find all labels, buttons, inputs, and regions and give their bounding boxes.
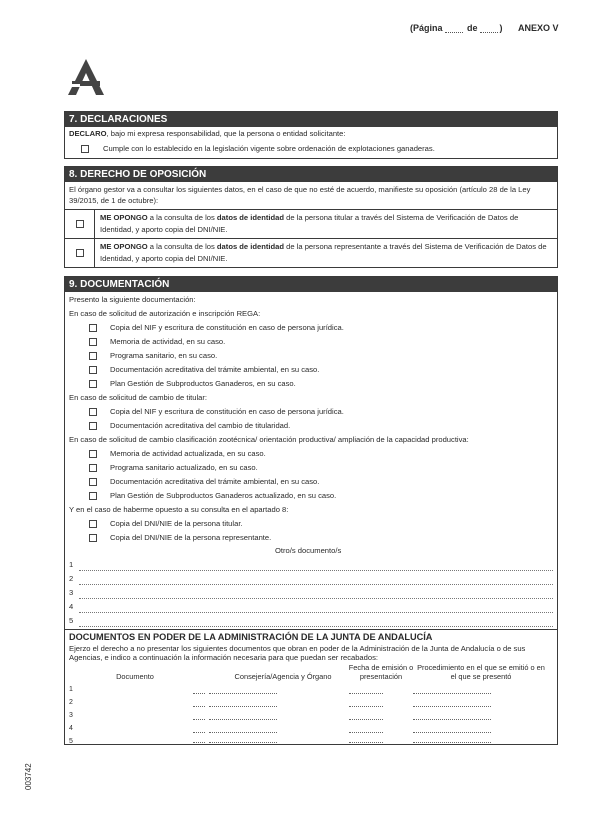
- checkbox-g2-1[interactable]: [89, 422, 97, 430]
- admin-row-number: 4: [69, 725, 73, 732]
- total-pages-field[interactable]: [480, 23, 498, 33]
- doc-intro: Presento la siguiente documentación:: [69, 295, 196, 304]
- section-documentacion: [64, 276, 558, 745]
- col-consejeria: Consejería/Agencia y Órgano: [234, 672, 332, 681]
- col-procedimiento: Procedimiento en el que se emitió o en el que se presentó: [417, 663, 545, 681]
- other-doc-number: 4: [69, 602, 74, 611]
- checkbox-g3-2[interactable]: [89, 478, 97, 486]
- oppose-titular-t1: a la consulta de los: [147, 213, 217, 222]
- oppose-rep-t1: a la consulta de los: [147, 242, 217, 251]
- section8-title: 8. DERECHO DE OPOSICIÓN: [65, 167, 557, 182]
- group1-heading: En caso de solicitud de autorización e inscripción REGA:: [69, 309, 261, 318]
- admin-cell-consejeria[interactable]: [209, 693, 277, 694]
- g1-item: Programa sanitario, en su caso.: [110, 351, 218, 360]
- oppose-titular-row: [65, 209, 557, 238]
- oposicion-intro: El órgano gestor va a consultar los siguientes datos, en el caso de que no esté de acuerdo, manifieste su oposición (artículo 28 de la Ley 39/2015, de 1 de octubre):: [69, 185, 531, 205]
- admin-cell-procedimiento[interactable]: [413, 693, 491, 694]
- otros-documentos-label: Otro/s documento/s: [275, 546, 342, 555]
- admin-docs-title: DOCUMENTOS EN PODER DE LA ADMINISTRACIÓN DE LA JUNTA DE ANDALUCÍA: [69, 632, 433, 642]
- admin-cell-fecha[interactable]: [349, 719, 383, 720]
- group2-heading: En caso de solicitud de cambio de titular:: [69, 393, 208, 402]
- section9-title: 9. DOCUMENTACIÓN: [65, 277, 557, 292]
- g1-item: Memoria de actividad, en su caso.: [110, 337, 226, 346]
- g2-item: Copia del NIF y escritura de constitución en caso de persona jurídica.: [110, 407, 344, 416]
- admin-row-number: 3: [69, 712, 73, 719]
- checkbox-cumple[interactable]: [81, 145, 89, 153]
- admin-row-number: 5: [69, 738, 73, 745]
- oppose-titular-text: [100, 212, 553, 236]
- g1-item: Documentación acreditativa del trámite ambiental, en su caso.: [110, 365, 320, 374]
- col-fecha: Fecha de emisión o presentación: [348, 663, 414, 681]
- oppose-titular-bold1: ME OPONGO: [100, 213, 148, 222]
- other-doc-number: 5: [69, 616, 74, 625]
- admin-cell-procedimiento[interactable]: [413, 719, 491, 720]
- checkbox-oppose-titular[interactable]: [76, 220, 84, 228]
- admin-cell-consejeria[interactable]: [209, 732, 277, 733]
- g1-item: Copia del NIF y escritura de constitución en caso de persona jurídica.: [110, 323, 344, 332]
- checkbox-g1-1[interactable]: [89, 338, 97, 346]
- admin-cell-fecha[interactable]: [349, 732, 383, 733]
- admin-docs-block: [65, 629, 557, 745]
- group4-heading: Y en el caso de haberme opuesto a su consulta en el apartado 8:: [69, 505, 289, 514]
- other-doc-number: 2: [69, 574, 74, 583]
- g4-item: Copia del DNI/NIE de la persona representante.: [110, 533, 272, 542]
- other-doc-number: 1: [69, 560, 74, 569]
- section7-title: 7. DECLARACIONES: [65, 112, 557, 127]
- declaro-text: , bajo mi expresa responsabilidad, que la persona o entidad solicitante:: [106, 129, 346, 138]
- oppose-titular-cb-cell: [65, 210, 95, 238]
- g3-item: Plan Gestión de Subproductos Ganaderos actualizado, en su caso.: [110, 491, 337, 500]
- oppose-representante-row: [65, 238, 557, 268]
- de-label: de: [467, 23, 478, 33]
- checkbox-oppose-representante[interactable]: [76, 249, 84, 257]
- checkbox-g3-1[interactable]: [89, 464, 97, 472]
- g1-item: Plan Gestión de Subproductos Ganaderos, en su caso.: [110, 379, 296, 388]
- section-derecho-oposicion: [64, 166, 558, 268]
- admin-cell-documento[interactable]: [193, 742, 205, 743]
- checkbox-g3-3[interactable]: [89, 492, 97, 500]
- close-paren: ): [499, 23, 503, 33]
- admin-row-number: 1: [69, 686, 73, 693]
- admin-cell-procedimiento[interactable]: [413, 732, 491, 733]
- other-doc-line-5[interactable]: [79, 626, 553, 627]
- admin-docs-intro: Ejerzo el derecho a no presentar los siguientes documentos que obran en poder de la Administración de la Junta de Andalucía o de sus Agencias, e indico a continuación la información necesaria para que puedan ser recabados:: [69, 644, 526, 662]
- oppose-rep-bold2: datos de identidad: [216, 242, 285, 251]
- admin-cell-fecha[interactable]: [349, 693, 383, 694]
- oppose-rep-t2: de la persona representante a través del Sistema de Verificación de Datos de Identidad, y aporto copia del DNI/NIE.: [100, 242, 547, 263]
- admin-cell-procedimiento[interactable]: [413, 742, 491, 743]
- admin-cell-consejeria[interactable]: [209, 742, 277, 743]
- admin-cell-procedimiento[interactable]: [413, 706, 491, 707]
- checkbox-g3-0[interactable]: [89, 450, 97, 458]
- cumple-label: Cumple con lo establecido en la legislación vigente sobre ordenación de explotaciones ganaderas.: [103, 144, 435, 153]
- admin-cell-documento[interactable]: [193, 693, 205, 694]
- checkbox-g1-4[interactable]: [89, 380, 97, 388]
- oppose-titular-bold2: datos de identidad: [216, 213, 285, 222]
- oppose-titular-t2: de la persona titular a través del Sistema de Verificación de Datos de Identidad, y aporto copia del DNI/NIE.: [100, 213, 519, 234]
- checkbox-g4-1[interactable]: [89, 534, 97, 542]
- form-code: 003742: [24, 763, 33, 790]
- checkbox-g1-3[interactable]: [89, 366, 97, 374]
- group3-heading: En caso de solicitud de cambio clasificación zootécnica/ orientación productiva/ ampliación de la capacidad productiva:: [69, 435, 469, 444]
- page-number-field[interactable]: [445, 23, 463, 33]
- g3-item: Memoria de actividad actualizada, en su caso.: [110, 449, 266, 458]
- g4-item: Copia del DNI/NIE de la persona titular.: [110, 519, 243, 528]
- oppose-representante-text: [100, 241, 553, 265]
- admin-cell-fecha[interactable]: [349, 706, 383, 707]
- checkbox-g4-0[interactable]: [89, 520, 97, 528]
- page-counter: [410, 23, 503, 33]
- junta-andalucia-logo: [64, 57, 108, 97]
- admin-cell-consejeria[interactable]: [209, 719, 277, 720]
- g3-item: Programa sanitario actualizado, en su caso.: [110, 463, 258, 472]
- admin-cell-fecha[interactable]: [349, 742, 383, 743]
- admin-cell-documento[interactable]: [193, 719, 205, 720]
- other-doc-number: 3: [69, 588, 74, 597]
- pagina-label: (Página: [410, 23, 443, 33]
- g2-item: Documentación acreditativa del cambio de titularidad.: [110, 421, 291, 430]
- col-documento: Documento: [116, 672, 154, 681]
- checkbox-g1-0[interactable]: [89, 324, 97, 332]
- section-declaraciones: [64, 111, 558, 159]
- declaro-line: [69, 128, 345, 139]
- other-doc-line-4[interactable]: [79, 612, 553, 613]
- admin-row-number: 2: [69, 699, 73, 706]
- other-doc-line-3[interactable]: [79, 598, 553, 599]
- checkbox-g1-2[interactable]: [89, 352, 97, 360]
- declaro-bold: DECLARO: [69, 129, 107, 138]
- g3-item: Documentación acreditativa del trámite ambiental, en su caso.: [110, 477, 320, 486]
- oppose-rep-bold1: ME OPONGO: [100, 242, 148, 251]
- oppose-representante-cb-cell: [65, 239, 95, 268]
- other-doc-line-1[interactable]: [79, 570, 553, 571]
- admin-cell-consejeria[interactable]: [209, 706, 277, 707]
- admin-cell-documento[interactable]: [193, 706, 205, 707]
- anexo-label: ANEXO V: [518, 23, 559, 33]
- other-doc-line-2[interactable]: [79, 584, 553, 585]
- checkbox-g2-0[interactable]: [89, 408, 97, 416]
- admin-cell-documento[interactable]: [193, 732, 205, 733]
